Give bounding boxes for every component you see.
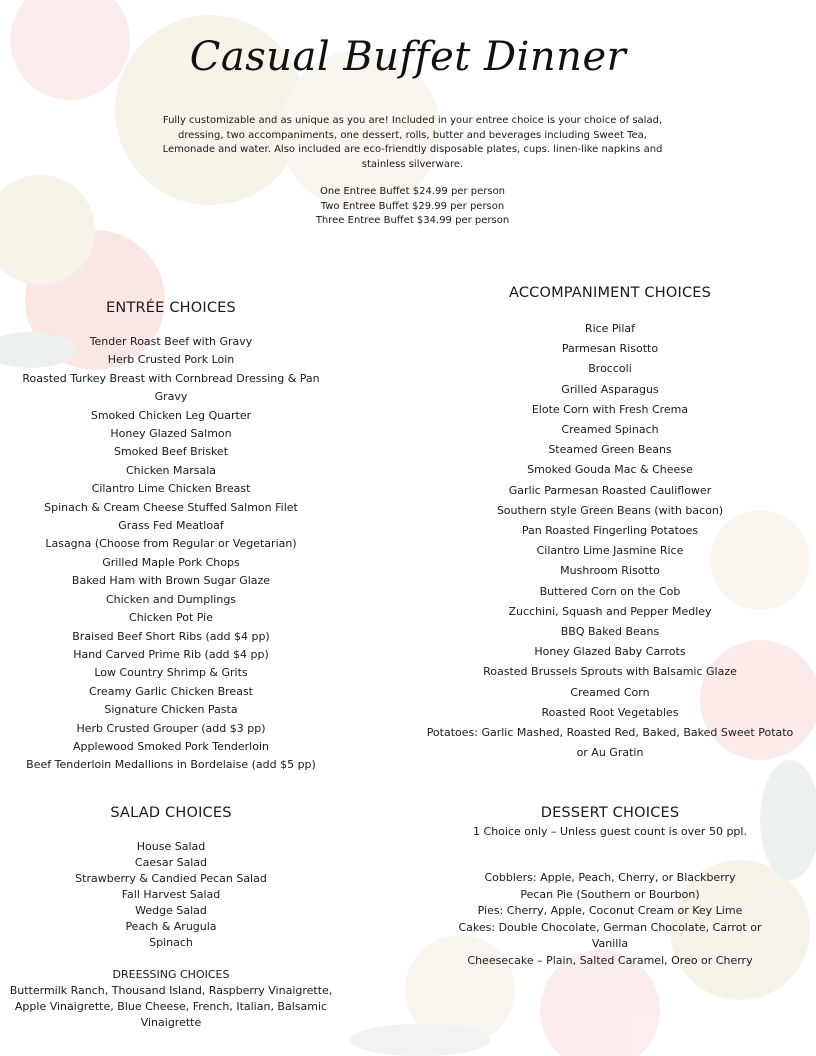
entree-item: Baked Ham with Brown Sugar Glaze bbox=[71, 574, 271, 588]
entree-section bbox=[10, 300, 332, 775]
entree-item: Creamy Garlic Chicken Breast bbox=[89, 684, 253, 698]
entree-item: Cilantro Lime Chicken Breast bbox=[91, 482, 251, 496]
entree-item: Herb Crusted Pork Loin bbox=[107, 353, 235, 367]
entree-item: Low Country Shrimp & Grits bbox=[94, 666, 248, 680]
salad-item: Wedge Salad bbox=[135, 904, 207, 917]
entree-item: Grass Fed Meatloaf bbox=[118, 519, 224, 533]
salad-item: Peach & Arugula bbox=[125, 920, 217, 933]
accompaniment-item: Zucchini, Squash and Pepper Medley bbox=[508, 604, 712, 618]
accompaniment-item: Roasted Root Vegetables bbox=[541, 705, 679, 719]
accompaniment-item: Buttered Corn on the Cob bbox=[539, 584, 681, 598]
entree-item: Hand Carved Prime Rib (add $4 pp) bbox=[73, 647, 269, 661]
accompaniment-item: Pan Roasted Fingerling Potatoes bbox=[521, 524, 699, 538]
accompaniment-heading: ACCOMPANIMENT CHOICES bbox=[508, 285, 712, 301]
accompaniment-item: Rice Pilaf bbox=[584, 322, 636, 335]
accompaniment-list bbox=[422, 319, 798, 763]
price-three-entree: Three Entree Buffet $34.99 per person bbox=[315, 215, 510, 226]
accompaniment-item: Mushroom Risotto bbox=[560, 564, 660, 578]
dressing-heading: DREESSING CHOICES bbox=[112, 968, 230, 981]
entree-item: Smoked Beef Brisket bbox=[113, 445, 229, 459]
dessert-subheading: 1 Choice only – Unless guest count is over 50 ppl. bbox=[473, 825, 747, 838]
accompaniment-item: Honey Glazed Baby Carrots bbox=[534, 645, 686, 659]
accompaniment-item: Creamed Spinach bbox=[561, 423, 659, 437]
accompaniment-item: Creamed Corn bbox=[570, 685, 650, 699]
salad-item: Spinach bbox=[149, 936, 193, 949]
dressing-text: Buttermilk Ranch, Thousand Island, Raspberry Vinaigrette, Apple Vinaigrette, Blue Cheese, French, Italian, Balsamic Vinaigrette bbox=[9, 984, 333, 1029]
dessert-item: Pecan Pie (Southern or Bourbon) bbox=[520, 887, 700, 901]
salad-item: Fall Harvest Salad bbox=[121, 888, 221, 901]
entree-item: Chicken Marsala bbox=[126, 463, 216, 477]
price-two-entree: Two Entree Buffet $29.99 per person bbox=[320, 200, 505, 212]
dessert-item: Cobblers: Apple, Peach, Cherry, or Blackberry bbox=[484, 871, 736, 884]
page-title: Casual Buffet Dinner bbox=[189, 34, 627, 80]
price-list bbox=[250, 185, 575, 229]
entree-item: Roasted Turkey Breast with Cornbread Dressing & Pan Gravy bbox=[22, 371, 320, 404]
entree-item: Smoked Chicken Leg Quarter bbox=[90, 408, 252, 422]
accompaniment-item: Potatoes: Garlic Mashed, Roasted Red, Baked, Baked Sweet Potato or Au Gratin bbox=[426, 726, 794, 760]
entree-item: Beef Tenderloin Medallions in Bordelaise (add $5 pp) bbox=[26, 758, 316, 772]
dessert-section bbox=[440, 805, 780, 970]
accompaniment-item: Grilled Asparagus bbox=[561, 382, 659, 396]
dressing-block bbox=[5, 967, 337, 1031]
accompaniment-item: Broccoli bbox=[588, 362, 632, 376]
accompaniment-item: Cilantro Lime Jasmine Rice bbox=[536, 544, 684, 558]
salad-item: Caesar Salad bbox=[134, 856, 208, 869]
salad-item: House Salad bbox=[136, 840, 206, 853]
entree-heading: ENTRÉE CHOICES bbox=[106, 300, 236, 316]
entree-item: Honey Glazed Salmon bbox=[110, 427, 232, 441]
salad-item: Strawberry & Candied Pecan Salad bbox=[75, 872, 267, 885]
dessert-item: Cakes: Double Chocolate, German Chocolate, Carrot or Vanilla bbox=[458, 920, 762, 951]
dessert-item: Pies: Cherry, Apple, Coconut Cream or Key Lime bbox=[477, 904, 743, 918]
accompaniment-item: BBQ Baked Beans bbox=[560, 625, 660, 639]
accompaniment-section bbox=[422, 285, 798, 763]
salad-heading: SALAD CHOICES bbox=[110, 805, 232, 821]
entree-item: Signature Chicken Pasta bbox=[104, 703, 238, 717]
accompaniment-item: Parmesan Risotto bbox=[561, 342, 659, 356]
entree-list bbox=[10, 333, 332, 775]
entree-item: Chicken and Dumplings bbox=[105, 592, 237, 606]
entree-item: Herb Crusted Grouper (add $3 pp) bbox=[76, 721, 266, 735]
accompaniment-item: Southern style Green Beans (with bacon) bbox=[496, 503, 724, 517]
entree-item: Applewood Smoked Pork Tenderloin bbox=[73, 739, 269, 753]
entree-item: Lasagna (Choose from Regular or Vegetarian) bbox=[45, 537, 297, 551]
dessert-list bbox=[440, 870, 780, 970]
accompaniment-item: Elote Corn with Fresh Crema bbox=[531, 402, 689, 416]
salad-list bbox=[5, 839, 337, 951]
salad-section bbox=[5, 805, 337, 1031]
intro-paragraph: Fully customizable and as unique as you are! Included in your entree choice is your choice of salad, dressing, two accompaniments, one dessert, rolls, butter and beverages including Sweet Tea, Lemonade and water. Also included are eco-friendtly disposable plates, cups. linen-like napkins and stainless silverware. bbox=[162, 115, 663, 170]
accompaniment-item: Garlic Parmesan Roasted Cauliflower bbox=[508, 483, 712, 497]
accompaniment-item: Roasted Brussels Sprouts with Balsamic Glaze bbox=[483, 665, 737, 679]
entree-item: Spinach & Cream Cheese Stuffed Salmon Filet bbox=[44, 500, 298, 514]
accompaniment-item: Smoked Gouda Mac & Cheese bbox=[527, 463, 693, 477]
entree-item: Grilled Maple Pork Chops bbox=[102, 555, 240, 569]
dessert-heading: DESSERT CHOICES bbox=[540, 805, 680, 821]
entree-item: Braised Beef Short Ribs (add $4 pp) bbox=[72, 629, 270, 643]
price-one-entree: One Entree Buffet $24.99 per person bbox=[319, 186, 506, 197]
entree-item: Tender Roast Beef with Gravy bbox=[89, 335, 253, 348]
entree-item: Chicken Pot Pie bbox=[129, 611, 213, 625]
accompaniment-item: Steamed Green Beans bbox=[548, 443, 672, 457]
dessert-item: Cheesecake – Plain, Salted Caramel, Oreo or Cherry bbox=[467, 953, 753, 967]
